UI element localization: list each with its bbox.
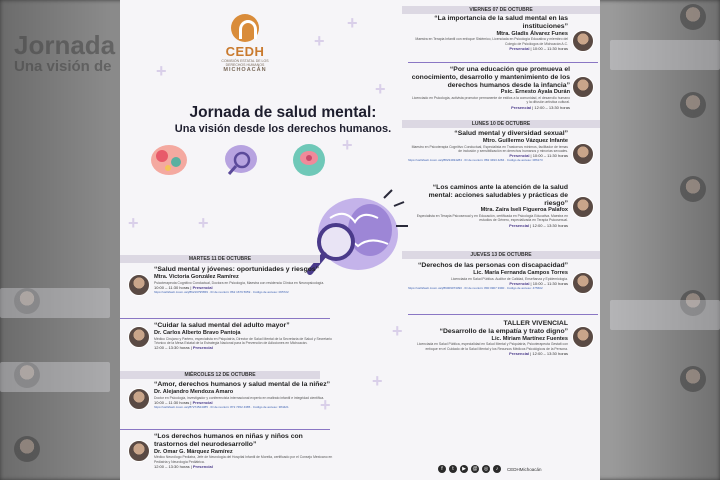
divider-line	[120, 429, 330, 430]
date-bar-wednesday-12: MIÉRCOLES 12 DE OCTUBRE	[120, 371, 320, 379]
session-description: Especialista en Terapia Psicosexual y en Educación, certificada en Psicología Educativa. Maestra en estudios de Género, especializada en Terapia Psicosexual.	[416, 214, 568, 223]
session-time: 12:00 – 13:30 horas	[532, 350, 568, 356]
session-card	[408, 262, 568, 290]
sub-title: Una visión desde los derechos humanos.	[174, 123, 392, 135]
session-mode: Presencial	[192, 345, 213, 351]
plus-decoration: +	[320, 395, 331, 415]
session-description: Médico Neurólogo Pediatra, Jefe de Neurología del Hospital Infantil de Morelia, certificado por el Consejo Mexicano en Pediatría y Neurología Pediátrica.	[154, 455, 333, 464]
session-card	[154, 433, 334, 469]
plus-decoration: +	[198, 213, 209, 233]
date-bar-friday-7: VIERNES 07 DE OCTUBRE	[402, 6, 600, 14]
speaker-avatar	[572, 76, 594, 98]
workshop-label: TALLER VIVENCIAL	[503, 320, 568, 327]
session-description: Licenciada en Salud Pública. Auditor de Calidad, Enseñanza y Epidemiología.	[450, 276, 568, 281]
session-title: “Salud mental y diversidad sexual”	[454, 130, 568, 137]
session-description: Doctor en Psicología, investigador y conferencista internacional experto en maltrato infantil e integridad científica.	[154, 395, 325, 400]
brain-heart-icon	[148, 142, 190, 178]
session-speaker: Mtro. Guillermo Vázquez Infante	[482, 137, 568, 144]
speaker-avatar	[572, 326, 594, 348]
twitter-icon[interactable]: t	[449, 465, 457, 473]
session-description: Licenciada en Salud Pública, especialidad en Salud Mental y Psiquiatría, Psicoterapeuta Gestalt con enfoque en el Cuidado de la Salud Mental y los Recursos Médicos Psicológicos de la Persona.	[417, 342, 568, 351]
poster-title	[158, 104, 408, 135]
session-title: “Por una educación que promueva el conocimiento, desarrollo y mantenimiento de los derechos humanos desde la infancia”	[411, 66, 570, 89]
head-brain-icon	[288, 142, 330, 178]
session-mode: Presencial	[509, 350, 530, 356]
brain-magnifier-icon	[220, 142, 262, 178]
speaker-avatar	[572, 196, 594, 218]
session-speaker: Mtra. Victoria González Ramírez	[154, 273, 239, 280]
social-footer	[438, 462, 600, 476]
date-bar-monday-10: LUNES 10 DE OCTUBRE	[402, 120, 600, 128]
zoom-meeting-id: ID de reunión: 862 1679 5659	[210, 289, 251, 294]
session-title: “Los caminos ante la atención de la salud mental: acciones saludables y prácticas de riesgo”	[428, 184, 568, 207]
side-card	[610, 300, 720, 330]
instagram-icon[interactable]: ◎	[483, 466, 489, 472]
session-time: 10:00 – 11:30 horas	[154, 399, 190, 405]
session-title: “Cuidar la salud mental del adulto mayor”	[154, 322, 290, 329]
session-mode: Presencial	[511, 104, 532, 110]
session-mode: Presencial	[509, 222, 530, 228]
session-title: “Salud mental y jóvenes: oportunidades y riesgos”	[154, 266, 320, 273]
event-poster	[120, 0, 600, 480]
date-bar-thursday-13: JUEVES 13 DE OCTUBRE	[402, 251, 600, 259]
speaker-avatar	[128, 274, 150, 296]
plus-decoration: +	[372, 371, 383, 391]
session-card	[408, 130, 568, 162]
session-meta: 10:00 – 11:30 horas | Presencial	[154, 399, 213, 405]
session-mode: Presencial	[509, 153, 530, 159]
logo-state: MICHOACÁN	[223, 67, 267, 74]
session-description: Médico Cirujano y Partero, especialista en Psiquiatría, Director de Salud Mental de la Secretaría de Salud y Secretario Técnico de la Mesa Estatal de la Estrategia Nacional para la Prevención de Adicciones en Michoacán.	[154, 336, 332, 345]
cedh-logo	[218, 14, 272, 73]
session-mode: Presencial	[192, 463, 213, 469]
side-card	[0, 288, 110, 318]
side-avatar	[680, 176, 706, 202]
zoom-info[interactable]: https://us02web.zoom.us/j/86216795659 · ID de reunión: 862 1679 5659 · Código de acceso: 065722	[154, 289, 289, 294]
session-description: Maestra en Terapia Infantil con enfoque Sistémico, Licenciada en Psicología Educativa y miembro del Colegio de Psicólogos de Michoacán A.C.	[415, 37, 568, 46]
ghost-title-line-2: Una visión de	[14, 58, 112, 76]
session-description: Maestro en Psicoterapia Cognitivo Conductual, Especialista en Trastornos mínimos, facilitador de temas de inclusión y sensibilización en derechos humanos y minorías sexuales.	[411, 144, 568, 153]
date-bar-tuesday-11: MARTES 11 DE OCTUBRE	[120, 255, 320, 263]
session-card	[154, 322, 334, 350]
zoom-code: Código de acceso: 384421	[252, 404, 289, 409]
session-card	[408, 184, 568, 228]
speaker-avatar	[572, 30, 594, 52]
session-description: Psicoterapeuta Cognitivo Conductual, Doctora en Psicología, Maestra con residencia Clínica en Neuropsicología.	[154, 280, 325, 285]
side-card	[0, 362, 110, 392]
side-avatar	[14, 436, 40, 462]
divider-line	[408, 314, 598, 315]
plus-decoration: +	[314, 31, 325, 51]
background-ghost-title	[14, 32, 115, 75]
session-time: 12:00 – 13:30 horas	[532, 222, 568, 228]
session-time: 10:00 – 11:30 horas	[532, 45, 568, 51]
session-card	[408, 15, 568, 51]
zoom-code: Código de acceso: 065722	[252, 289, 289, 294]
session-card	[408, 320, 568, 356]
session-speaker: Mtra. Gladis Álvarez Funes	[496, 30, 568, 37]
session-speaker: Mtra. Zaira Iseli Figueroa Palafox	[480, 207, 568, 214]
session-card	[410, 66, 570, 110]
session-title: “Amor, derechos humanos y salud mental de la niñez”	[154, 381, 331, 388]
zoom-info[interactable]: https://us02web.zoom.us/j/89009073390 · ID de reunión: 890 0907 3390 · Código de acceso: 475602	[408, 285, 543, 290]
main-title: Jornada de salud mental:	[189, 104, 377, 121]
zoom-info[interactable]: https://us02web.zoom.us/j/88234934284 · ID de reunión: 882 3493 4284 · Código de acceso: 086173	[408, 158, 543, 163]
session-mode: Presencial	[192, 284, 213, 290]
session-time: 12:00 – 13:30 horas	[154, 345, 190, 351]
plus-decoration: +	[156, 61, 167, 81]
session-title: “Derechos de las personas con discapacidad”	[418, 262, 568, 269]
zoom-info[interactable]: https://us02web.zoom.us/j/87274524385 · ID de reunión: 872 7452 4385 · Código de acceso: 384421	[154, 404, 289, 409]
social-handle: CEDHMichoacán	[507, 466, 542, 472]
side-avatar	[680, 366, 706, 392]
session-meta: Presencial | 10:00 – 11:30 horas	[509, 153, 568, 159]
divider-line	[408, 62, 598, 63]
session-description: Licenciado en Psicología, activista promotor permanente de estilos a la comunidad, el desarrollo humano y la difusión artística cultural.	[412, 96, 570, 105]
session-speaker: Lic. María Fernanda Campos Torres	[473, 269, 568, 276]
session-time: 12:00 – 13:30 horas	[534, 104, 570, 110]
logo-name: CEDH	[225, 44, 265, 59]
youtube-icon[interactable]: ▶	[460, 465, 468, 473]
session-time: 10:00 – 11:30 horas	[154, 284, 190, 290]
zoom-meeting-id: ID de reunión: 872 7452 4385	[210, 404, 251, 409]
plus-decoration: +	[128, 213, 139, 233]
facebook-icon[interactable]: f	[438, 465, 446, 473]
cedh-logo-icon	[231, 14, 259, 42]
session-meta: Presencial | 10:00 – 11:30 horas	[509, 280, 568, 286]
session-mode: Presencial	[509, 280, 530, 286]
session-speaker: Lic. Miriam Martínez Fuentes	[491, 335, 568, 342]
plus-decoration: +	[392, 321, 403, 341]
speaker-avatar	[128, 388, 150, 410]
speaker-avatar	[572, 272, 594, 294]
session-time: 10:00 – 11:30 horas	[532, 153, 568, 159]
zoom-code: Código de acceso: 086173	[506, 158, 543, 163]
session-meta: 12:00 – 13:30 horas | Presencial	[154, 345, 213, 351]
zoom-meeting-id: ID de reunión: 890 0907 3390	[464, 285, 505, 290]
side-avatar	[680, 92, 706, 118]
speaker-avatar	[572, 143, 594, 165]
session-speaker: Dr. Omar G. Márquez Ramírez	[154, 448, 233, 455]
session-mode: Presencial	[192, 399, 213, 405]
speaker-avatar	[128, 326, 150, 348]
side-card	[610, 40, 720, 70]
ghost-title-line-1: Jornada	[14, 30, 116, 60]
zoom-link[interactable]: https://us02web.zoom.us/j/86216795659	[154, 289, 208, 294]
zoom-link[interactable]: https://us02web.zoom.us/j/87274524385	[154, 404, 208, 409]
speaker-avatar	[128, 440, 150, 462]
session-meta: 10:00 – 11:30 horas | Presencial	[154, 284, 213, 290]
session-title: “Desarrollo de la empatía y trato digno”	[439, 327, 568, 335]
session-card	[154, 381, 334, 409]
session-meta: Presencial | 12:00 – 13:30 horas	[511, 104, 570, 110]
zoom-link[interactable]: https://us02web.zoom.us/j/89009073390	[408, 285, 462, 290]
side-avatar	[680, 4, 706, 30]
session-meta: Presencial | 10:00 – 11:30 horas	[509, 45, 568, 51]
zoom-code: Código de acceso: 475602	[506, 285, 543, 290]
session-title: “Los derechos humanos en niñas y niños con trastornos del neurodesarrollo”	[154, 433, 303, 448]
zoom-link[interactable]: https://us02web.zoom.us/j/88234934284	[408, 158, 462, 163]
session-meta: Presencial | 12:00 – 13:30 horas	[509, 350, 568, 356]
session-time: 10:00 – 11:30 horas	[532, 280, 568, 286]
logo-subtitle: COMISIÓN ESTATAL DE LOS DERECHOS HUMANOS	[221, 59, 269, 68]
plus-decoration: +	[347, 13, 358, 33]
session-meta: 12:00 – 13:30 horas | Presencial	[154, 463, 213, 469]
session-meta: Presencial | 12:00 – 13:30 horas	[509, 222, 568, 228]
session-title: “La importancia de la salud mental en las instituciones”	[434, 15, 568, 30]
plus-decoration: +	[375, 79, 386, 99]
session-mode: Presencial	[509, 45, 530, 51]
session-card	[154, 266, 334, 294]
divider-line	[120, 318, 330, 319]
session-speaker: Psic. Ernesto Ayala Durán	[500, 89, 570, 96]
session-speaker: Dr. Carlos Alberto Bravo Pantoja	[154, 329, 241, 336]
threads-icon[interactable]: @	[472, 466, 478, 472]
tiktok-icon[interactable]: ♪	[493, 465, 501, 473]
session-time: 12:00 – 13:30 horas	[154, 463, 190, 469]
plus-decoration: +	[342, 135, 353, 155]
zoom-meeting-id: ID de reunión: 882 3493 4284	[464, 158, 505, 163]
session-speaker: Dr. Alejandro Mendoza Amaro	[154, 388, 234, 395]
